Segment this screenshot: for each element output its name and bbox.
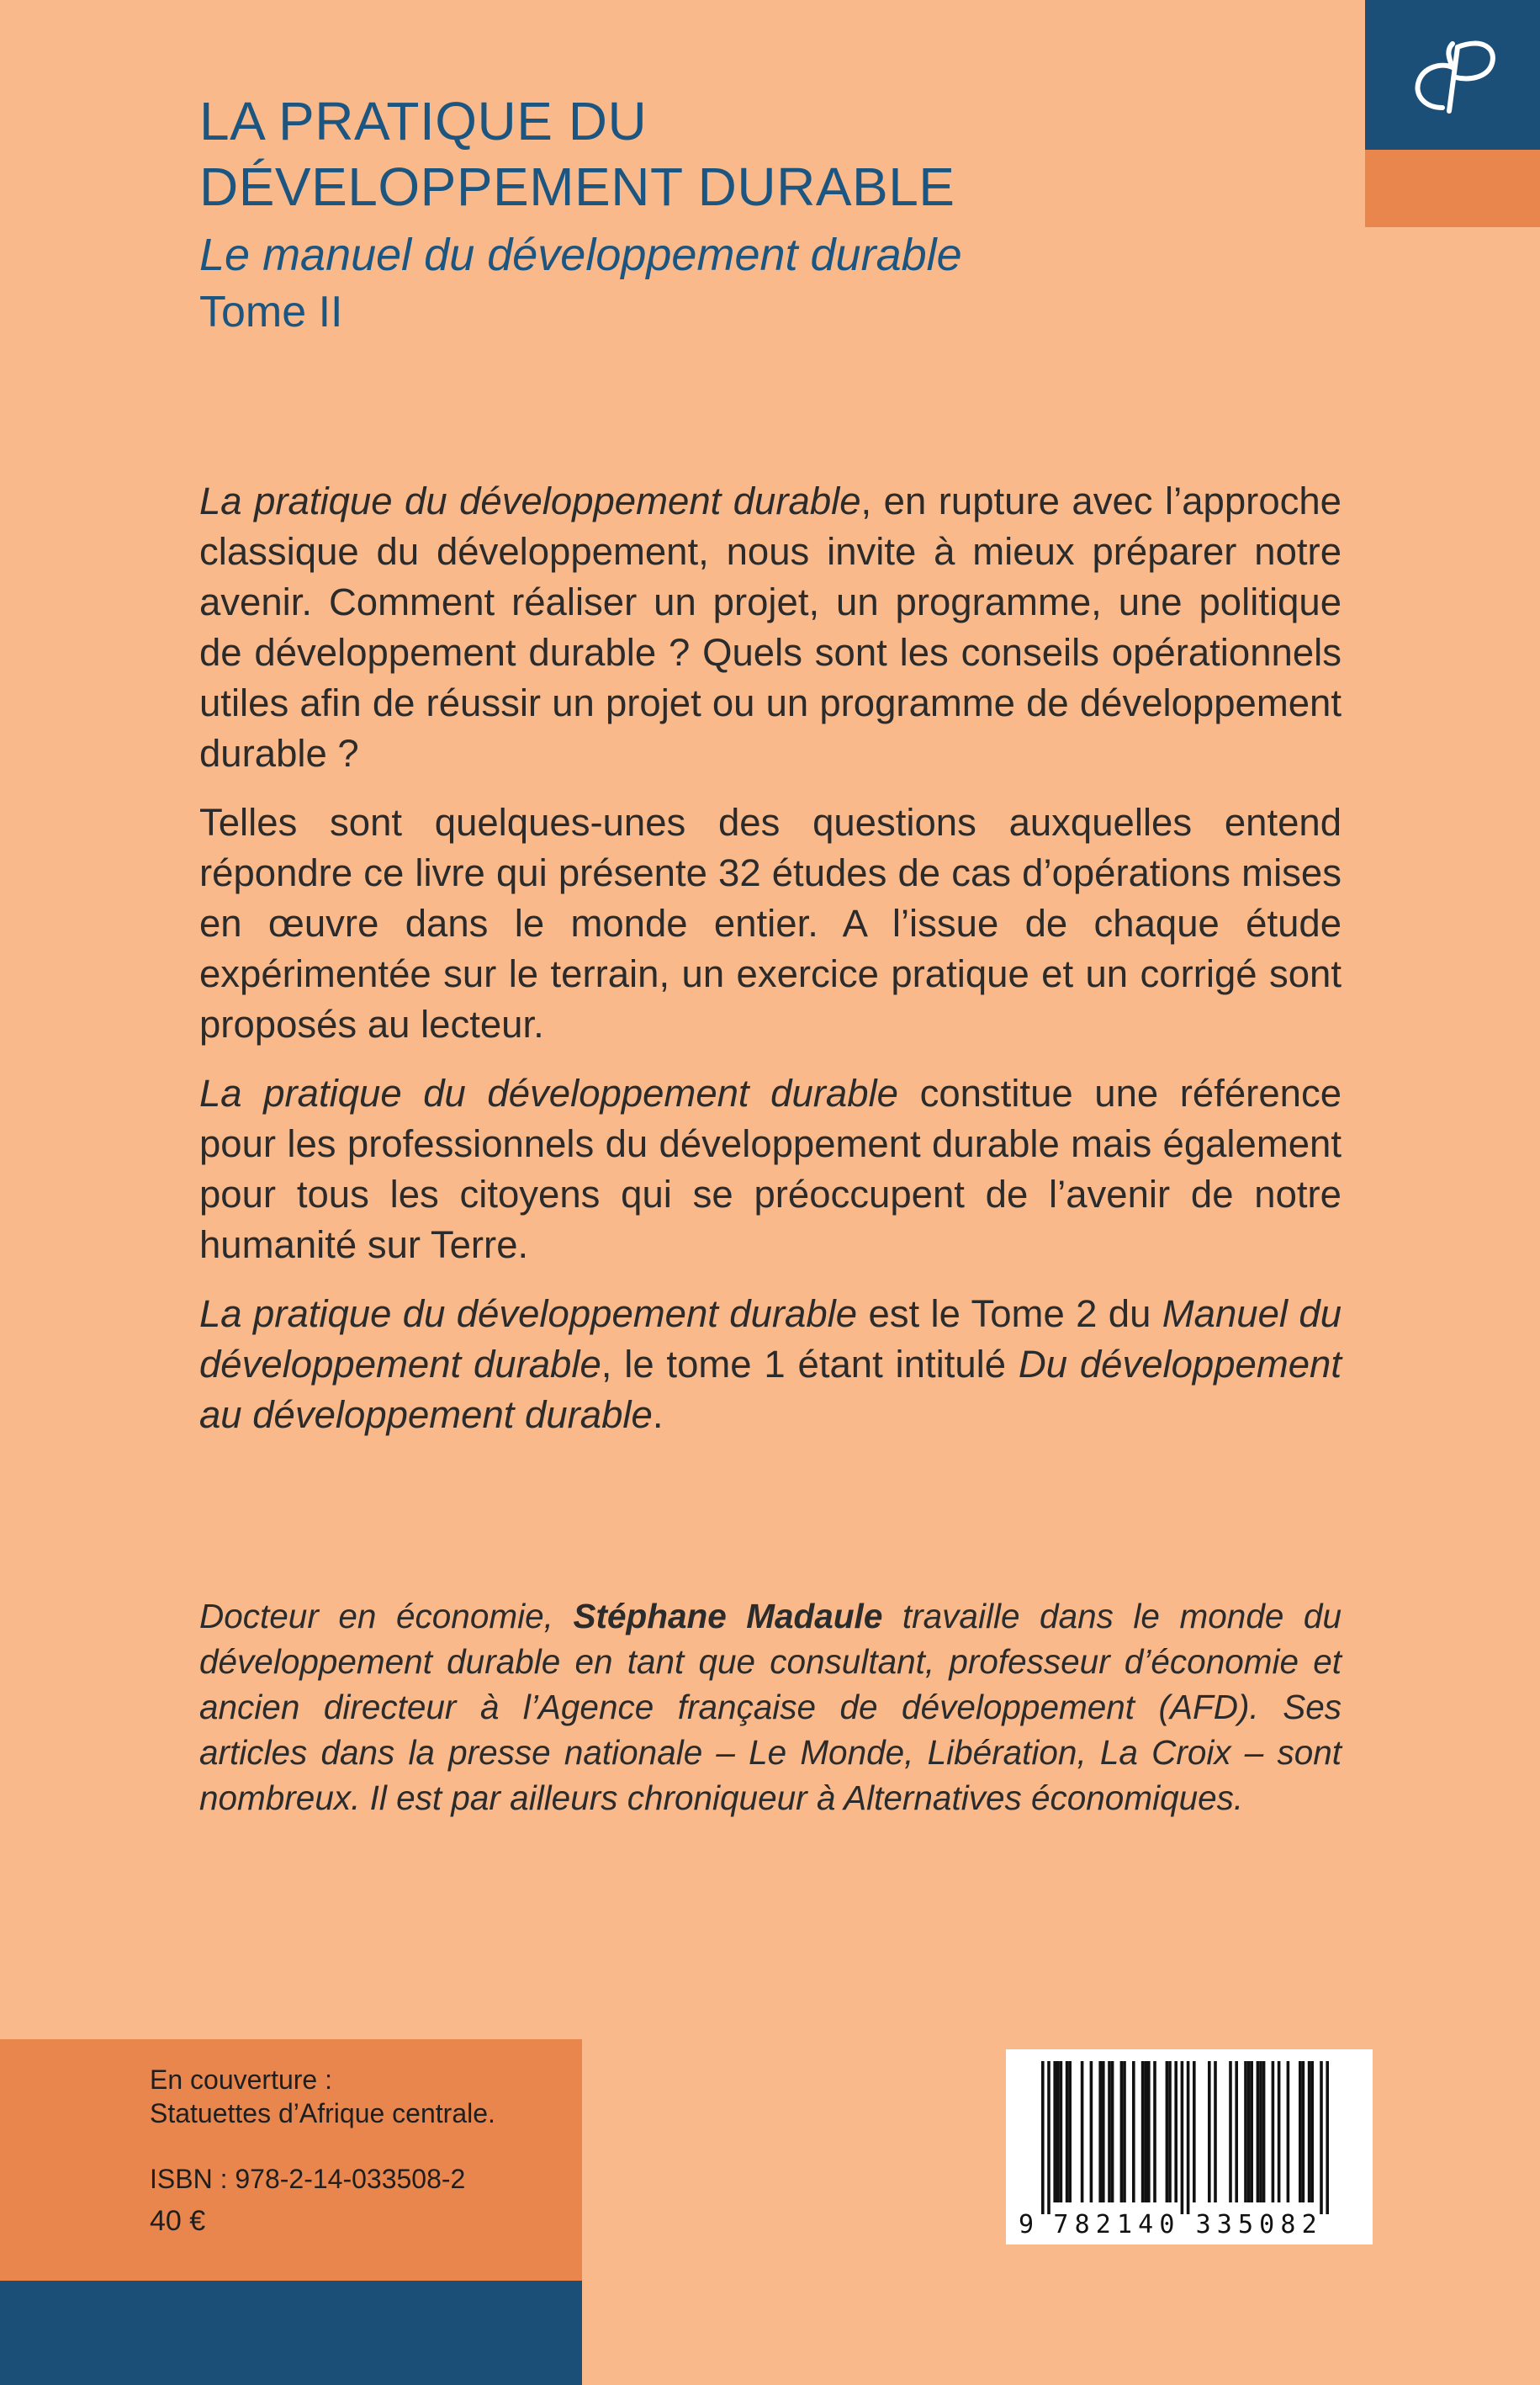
barcode-bar	[1208, 2061, 1211, 2202]
summary-paragraph-1	[199, 476, 1342, 779]
paragraph-text: constitue une référence pour les professionnels du développement durable mais également pour tous les citoyens qui se préoccupent de l’avenir de notre humanité sur Terre.	[199, 1072, 1342, 1266]
barcode-bar	[1056, 2061, 1060, 2202]
barcode-guard-bar	[1041, 2061, 1045, 2214]
book-header	[199, 88, 1335, 339]
barcode-digit: 3	[1195, 2210, 1211, 2239]
barcode-bar	[1168, 2061, 1172, 2202]
barcode-bar	[1174, 2061, 1177, 2202]
volume-label: Tome II	[199, 288, 343, 337]
barcode-bar	[1120, 2061, 1124, 2202]
barcode-bar	[1262, 2061, 1266, 2202]
book-subtitle: Le manuel du développement durable	[199, 230, 962, 280]
cover-credit-value: Statuettes d’Afrique centrale.	[150, 2098, 495, 2128]
publisher-logo-band	[1365, 150, 1540, 227]
author-bio-intro: Docteur en économie,	[199, 1597, 574, 1635]
barcode-bar	[1111, 2061, 1114, 2202]
barcode-bar	[1090, 2061, 1093, 2202]
paragraph-text: Telles sont quelques-unes des questions auxquelles entend répondre ce livre qui présente 32 études de cas d’opérations mises en œuvre dans le monde entier. A l’issue de chaque étude expérimentée sur le terrain, un exercice pratique et un corrigé sont proposés au lecteur.	[199, 801, 1342, 1046]
barcode-guard-bar	[1047, 2061, 1050, 2214]
barcode-bar	[1214, 2061, 1217, 2202]
barcode-digit: 2	[1301, 2210, 1317, 2239]
barcode-bar	[1308, 2061, 1311, 2202]
barcode-bar	[1259, 2061, 1262, 2202]
barcode-digit: 8	[1074, 2210, 1090, 2239]
book-title-ref: La pratique du développement durable	[199, 480, 861, 522]
isbn-text: ISBN : 978-2-14-033508-2	[150, 2164, 466, 2194]
barcode-bar	[1068, 2061, 1072, 2202]
barcode-digit: 7	[1053, 2210, 1069, 2239]
barcode-digit: 8	[1280, 2210, 1296, 2239]
book-summary	[199, 476, 1342, 1459]
cover-credit-label: En couverture :	[150, 2064, 332, 2095]
barcode-bar	[1235, 2061, 1238, 2202]
barcode-bar	[1141, 2061, 1145, 2202]
barcode-bar	[1272, 2061, 1275, 2202]
barcode-bar	[1247, 2061, 1251, 2202]
barcode-digit: 9	[1018, 2210, 1035, 2239]
barcode-guard-bar	[1187, 2061, 1190, 2214]
paragraph-text: .	[652, 1393, 664, 1436]
barcode-guard-bar	[1181, 2061, 1184, 2214]
bottom-color-strip	[0, 2281, 582, 2385]
paragraph-text: , en rupture avec l’approche classique du développement, nous invite à mieux préparer notre avenir. Comment réaliser un projet, un programme, une politique de développement durable ? Quels sont les conseils opérationnels utiles afin de réussir un projet ou un programme de développement durable ?	[199, 480, 1342, 775]
barcode-bar	[1193, 2061, 1196, 2202]
book-title-ref: La pratique du développement durable	[199, 1072, 898, 1115]
barcode-guard-bar	[1320, 2061, 1323, 2214]
title-line-1: LA PRATIQUE DU	[199, 91, 648, 151]
barcode-bar	[1153, 2061, 1156, 2202]
book-title	[199, 88, 1335, 220]
barcode-bar	[1229, 2061, 1232, 2202]
barcode-bar	[1244, 2061, 1247, 2202]
barcode-digit: 4	[1138, 2210, 1154, 2239]
paragraph-text: est le Tome 2 du	[857, 1292, 1162, 1335]
barcode-bar	[1278, 2061, 1281, 2202]
summary-paragraph-4	[199, 1289, 1342, 1440]
barcode-panel	[1006, 2049, 1373, 2245]
paragraph-text: , le tome 1 étant intitulé	[601, 1343, 1019, 1386]
barcode-bar	[1132, 2061, 1135, 2202]
barcode-bar	[1102, 2061, 1105, 2202]
publisher-logo	[1365, 0, 1540, 150]
author-bio-text: travaille dans le monde du développement durable en tant que consultant, professeur d’économie et ancien directeur à l’Agence française de développement (AFD). Ses articles dans la presse nationale – Le Monde, Libération, La Croix – sont nombreux. Il est par ailleurs chroniqueur à Alternatives économiques.	[199, 1597, 1342, 1817]
barcode-digit: 0	[1159, 2210, 1175, 2239]
author-name: Stéphane Madaule	[573, 1597, 883, 1635]
book-title-ref: La pratique du développement durable	[199, 1292, 858, 1335]
barcode-bar	[1144, 2061, 1147, 2202]
barcode-bar	[1250, 2061, 1253, 2202]
barcode-digit: 5	[1237, 2210, 1254, 2239]
barcode-bar	[1287, 2061, 1290, 2202]
series-title-ref: Manuel du développement durable	[199, 1292, 1342, 1386]
barcode-digit: 0	[1259, 2210, 1275, 2239]
barcode-guard-bar	[1326, 2061, 1329, 2214]
barcode-bar	[1066, 2061, 1069, 2202]
barcode-bar	[1098, 2061, 1102, 2202]
title-line-2: DÉVELOPPEMENT DURABLE	[199, 156, 955, 217]
barcode-digit: 3	[1216, 2210, 1232, 2239]
barcode-bar	[1302, 2061, 1305, 2202]
summary-paragraph-2	[199, 798, 1342, 1050]
barcode-bar	[1053, 2061, 1056, 2202]
volume-one-title-ref: Du développement au développement durable	[199, 1343, 1342, 1436]
barcode-digit: 1	[1116, 2210, 1133, 2239]
dp-monogram-icon	[1365, 0, 1540, 150]
author-bio	[199, 1593, 1342, 1821]
barcode-bar	[1081, 2061, 1084, 2202]
barcode-bar	[1299, 2061, 1302, 2202]
price-text: 40 €	[150, 2205, 206, 2237]
barcode-bar	[1166, 2061, 1169, 2202]
summary-paragraph-3	[199, 1068, 1342, 1270]
barcode-digit: 2	[1095, 2210, 1111, 2239]
barcode-bar	[1060, 2061, 1063, 2202]
barcode-bar	[1310, 2061, 1314, 2202]
barcode-bar	[1108, 2061, 1111, 2202]
barcode-bar	[1123, 2061, 1126, 2202]
ean13-barcode-icon	[1006, 2049, 1373, 2245]
barcode-bar	[1257, 2061, 1260, 2202]
barcode-bar	[1147, 2061, 1151, 2202]
